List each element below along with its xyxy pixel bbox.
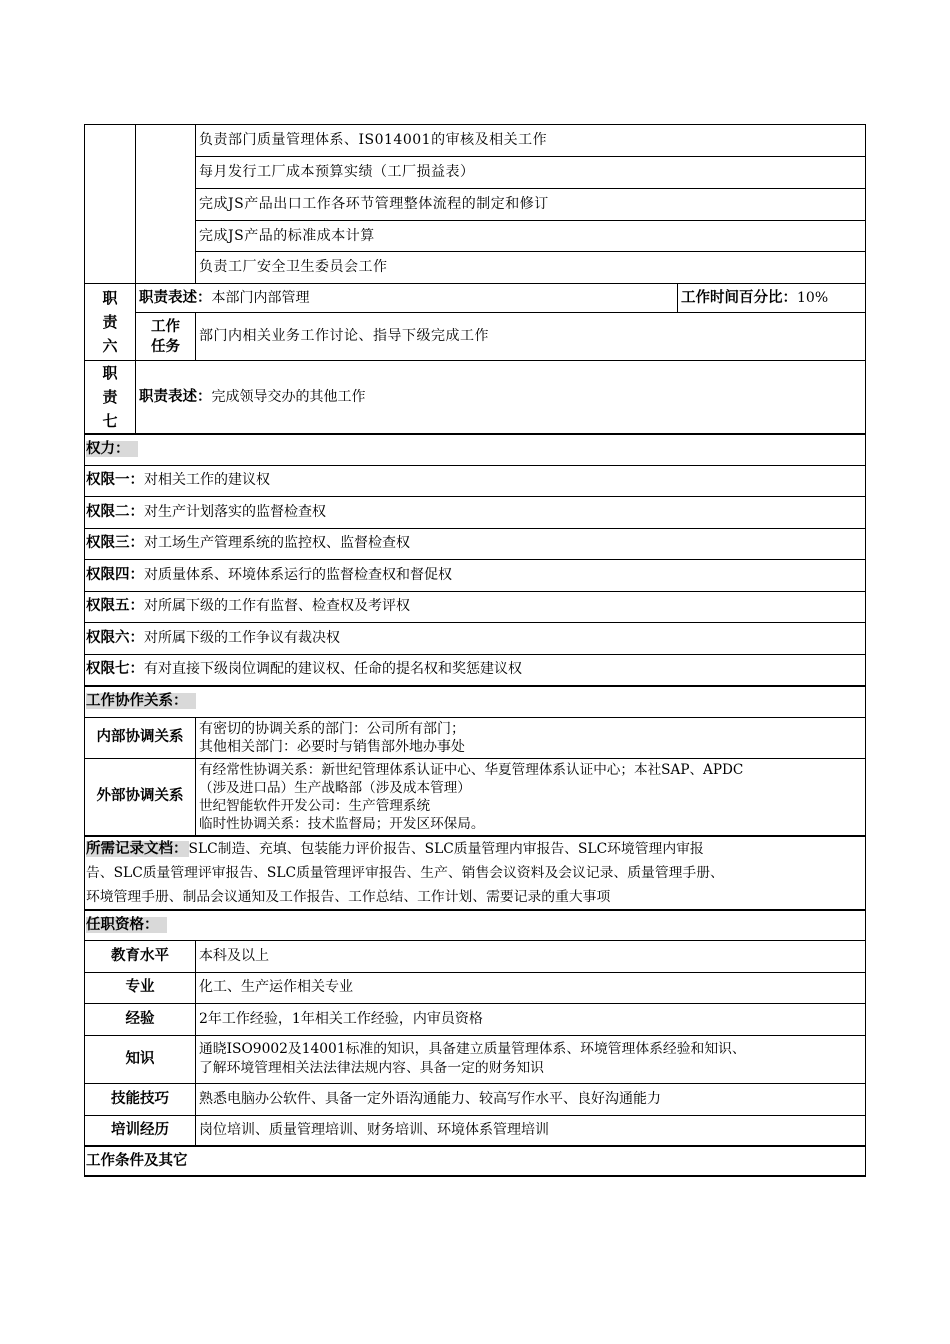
authority-row bbox=[85, 559, 866, 591]
external-coop-text: 有经常性协调关系：新世纪管理体系认证中心、华夏管理体系认证中心；本社SAP、APDC （涉及进口品）生产战略部（涉及成本管理） 世纪智能软件开发公司：生产管理系统 临时性协调关系：技术监督局；开发区环保局。 bbox=[196, 758, 866, 836]
authority-item: 权限五：对所属下级的工作有监督、检查权及考评权 bbox=[85, 591, 866, 622]
authority-item: 权限一：对相关工作的建议权 bbox=[85, 465, 866, 496]
duty-task-text: 负责部门质量管理体系、IS014001的审核及相关工作 bbox=[196, 125, 866, 157]
qualification-value: 熟悉电脑办公软件、具备一定外语沟通能力、较高写作水平、良好沟通能力 bbox=[196, 1083, 866, 1115]
qualification-title-row bbox=[85, 910, 866, 940]
qualification-row bbox=[85, 1115, 866, 1146]
authority-item: 权限七：有对直接下级岗位调配的建议权、任命的提名权和奖惩建议权 bbox=[85, 654, 866, 686]
duty-label-cell bbox=[85, 125, 136, 284]
duty6-desc-text: 本部门内部管理 bbox=[211, 289, 310, 306]
qualification-label: 培训经历 bbox=[85, 1115, 196, 1146]
duty7-row bbox=[85, 361, 866, 435]
records-cell: 所需记录文档：SLC制造、充填、包装能力评价报告、SLC质量管理内审报告、SLC环境管理内审报 告、SLC质量管理评审报告、SLC质量管理评审报告、生产、销售会议资料及会议记录、质量管理手册、 环境管理手册、制品会议通知及工作报告、工作总结、工作计划、需要记录的重大事项 bbox=[85, 836, 866, 910]
cooperation-title-row bbox=[85, 686, 866, 717]
duty6-task-row bbox=[85, 313, 866, 361]
qualification-row bbox=[85, 972, 866, 1003]
qualification-label: 知识 bbox=[85, 1035, 196, 1083]
duty-task-row bbox=[85, 252, 866, 284]
duty-task-text: 完成JS产品出口工作各环节管理整体流程的制定和修订 bbox=[196, 189, 866, 221]
duty6-description bbox=[136, 284, 678, 313]
records-text: SLC制造、充填、包装能力评价报告、SLC质量管理内审报告、SLC环境管理内审报 bbox=[188, 841, 704, 857]
duty6-desc-row bbox=[85, 284, 866, 313]
qualification-value: 通晓ISO9002及14001标准的知识，具备建立质量管理体系、环境管理体系经验和知识、 了解环境管理相关法法律法规内容、具备一定的财务知识 bbox=[196, 1035, 866, 1083]
authority-item: 权限六：对所属下级的工作争议有裁决权 bbox=[85, 622, 866, 654]
duty6-label: 职 责 六 bbox=[85, 284, 136, 361]
cooperation-title: 工作协作关系： bbox=[85, 686, 866, 717]
external-coop-row bbox=[85, 758, 866, 836]
authority-row bbox=[85, 528, 866, 559]
qualification-value: 岗位培训、质量管理培训、财务培训、环境体系管理培训 bbox=[196, 1115, 866, 1146]
duty6-task-label: 工作 任务 bbox=[136, 313, 196, 361]
qualification-row bbox=[85, 1035, 866, 1083]
duty-task-row bbox=[85, 221, 866, 252]
duty-task-row bbox=[85, 189, 866, 221]
qualification-value: 2年工作经验，1年相关工作经验，内审员资格 bbox=[196, 1003, 866, 1035]
qualification-row bbox=[85, 940, 866, 972]
authority-title-row bbox=[85, 434, 866, 465]
duty7-desc-label: 职责表述： bbox=[139, 388, 212, 405]
records-row bbox=[85, 836, 866, 910]
duty7-desc-text: 完成领导交办的其他工作 bbox=[211, 388, 366, 405]
duty-task-row bbox=[85, 157, 866, 189]
records-label: 所需记录文档： bbox=[86, 841, 188, 857]
qualification-label: 专业 bbox=[85, 972, 196, 1003]
external-coop-label: 外部协调关系 bbox=[85, 758, 196, 836]
authority-row bbox=[85, 622, 866, 654]
internal-coop-label: 内部协调关系 bbox=[85, 717, 196, 758]
duty6-task-text: 部门内相关业务工作讨论、指导下级完成工作 bbox=[196, 313, 866, 361]
duty6-time-label: 工作时间百分比： bbox=[681, 289, 797, 306]
authority-item: 权限四：对质量体系、环境体系运行的监督检查权和督促权 bbox=[85, 559, 866, 591]
task-label-cell bbox=[136, 125, 196, 284]
qualification-label: 教育水平 bbox=[85, 940, 196, 972]
internal-coop-text: 有密切的协调关系的部门：公司所有部门； 其他相关部门：必要时与销售部外地办事处 bbox=[196, 717, 866, 758]
qualification-label: 经验 bbox=[85, 1003, 196, 1035]
qualification-row bbox=[85, 1003, 866, 1035]
duty7-label: 职 责 七 bbox=[85, 361, 136, 435]
qualification-row bbox=[85, 1083, 866, 1115]
authority-item: 权限三：对工场生产管理系统的监控权、监督检查权 bbox=[85, 528, 866, 559]
conditions-row bbox=[85, 1146, 866, 1176]
conditions-title: 工作条件及其它 bbox=[85, 1146, 866, 1176]
qualification-value: 本科及以上 bbox=[196, 940, 866, 972]
duty6-time-value: 10% bbox=[797, 289, 829, 306]
authority-row bbox=[85, 654, 866, 686]
duty-task-text: 负责工厂安全卫生委员会工作 bbox=[196, 252, 866, 284]
qualification-label: 技能技巧 bbox=[85, 1083, 196, 1115]
authority-title: 权力： bbox=[85, 434, 866, 465]
duty6-time-percent bbox=[678, 284, 866, 313]
internal-coop-row bbox=[85, 717, 866, 758]
duty7-description bbox=[136, 361, 866, 435]
duty-task-text: 完成JS产品的标准成本计算 bbox=[196, 221, 866, 252]
job-description-table bbox=[84, 124, 866, 1177]
job-description-sheet bbox=[84, 124, 865, 1177]
duty-task-row bbox=[85, 125, 866, 157]
qualification-title: 任职资格： bbox=[85, 910, 866, 940]
authority-item: 权限二：对生产计划落实的监督检查权 bbox=[85, 496, 866, 528]
qualification-value: 化工、生产运作相关专业 bbox=[196, 972, 866, 1003]
authority-row bbox=[85, 591, 866, 622]
authority-row bbox=[85, 465, 866, 496]
duty-task-text: 每月发行工厂成本预算实绩（工厂损益表） bbox=[196, 157, 866, 189]
duty6-desc-label: 职责表述： bbox=[139, 289, 212, 306]
authority-row bbox=[85, 496, 866, 528]
